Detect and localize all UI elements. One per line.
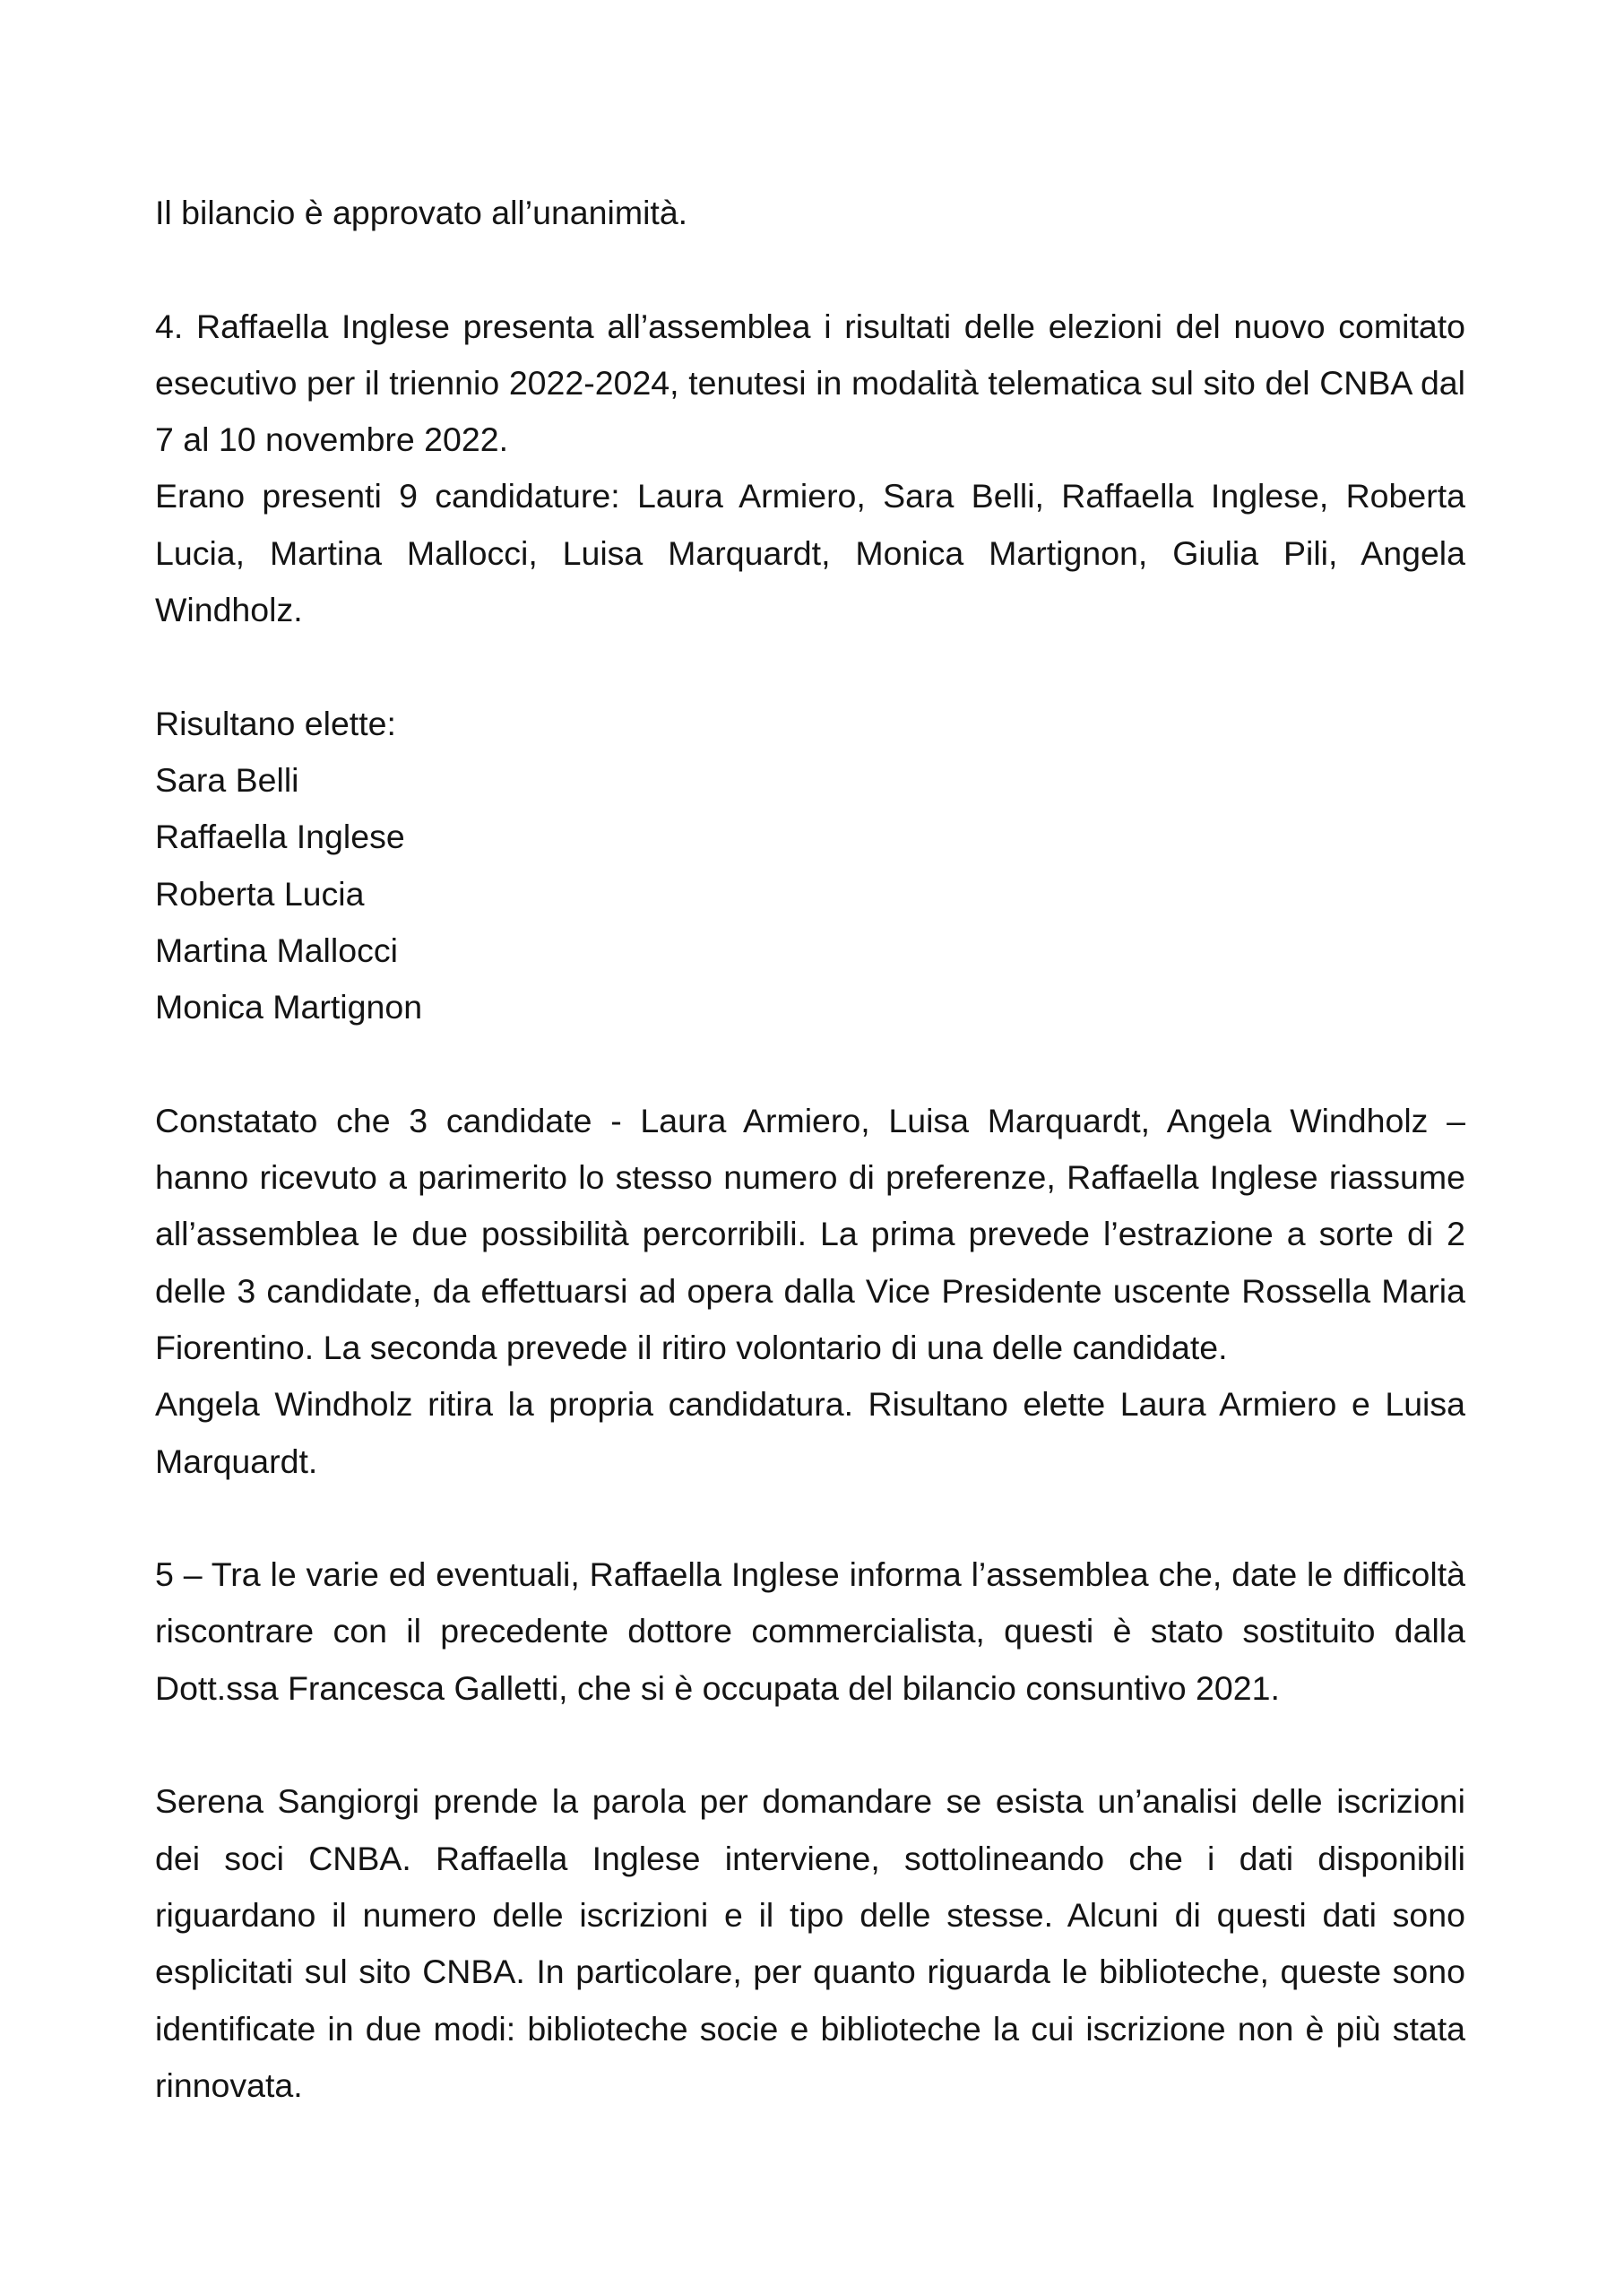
paragraph-spacer xyxy=(155,1717,1465,1773)
paragraph-spacer xyxy=(155,241,1465,298)
paragraph-spacer xyxy=(155,638,1465,695)
elected-name: Sara Belli xyxy=(155,760,299,799)
paragraph-withdrawal: Angela Windholz ritira la propria candidatura. Risultano elette Laura Armiero e Luisa Marquardt. xyxy=(155,1385,1465,1480)
paragraph-tie-candidates: Constatato che 3 candidate - Laura Armiero, Luisa Marquardt, Angela Windholz – hanno ricevuto a parimerito lo stesso numero di preferenze, Raffaella Inglese riassume all’assemblea le due possibilità percorribili. La prima prevede l’estrazione a sorte di 2 delle 3 candidate, da effettuarsi ad opera dalla Vice Presidente uscente Rossella Maria Fiorentino. La seconda prevede il ritiro volontario di una delle candidate. xyxy=(155,1101,1465,1366)
document-page xyxy=(155,185,1465,2114)
paragraph-item-5-varie: 5 – Tra le varie ed eventuali, Raffaella Inglese informa l’assemblea che, date le difficoltà riscontrare con il precedente dottore commercialista, questi è stato sostituito dalla Dott.ssa Francesca Galletti, che si è occupata del bilancio consuntivo 2021. xyxy=(155,1555,1465,1707)
paragraph-candidates-list: Erano presenti 9 candidature: Laura Armiero, Sara Belli, Raffaella Inglese, Roberta Lucia, Martina Mallocci, Luisa Marquardt, Monica Martignon, Giulia Pili, Angela Windholz. xyxy=(155,477,1465,629)
paragraph-sangiorgi-question: Serena Sangiorgi prende la parola per domandare se esista un’analisi delle iscrizioni dei soci CNBA. Raffaella Inglese interviene, sottolineando che i dati disponibili riguardano il numero delle iscrizioni e il tipo delle stesse. Alcuni di questi dati sono esplicitati sul sito CNBA. In particolare, per quanto riguarda le biblioteche, queste sono identificate in due modi: biblioteche socie e biblioteche la cui iscrizione non è più stata rinnovata. xyxy=(155,1782,1465,2104)
elected-name: Monica Martignon xyxy=(155,988,423,1026)
paragraph-spacer xyxy=(155,1490,1465,1546)
paragraph-bilancio-approvato: Il bilancio è approvato all’unanimità. xyxy=(155,194,688,231)
elected-list xyxy=(155,752,1465,1035)
elected-name: Martina Mallocci xyxy=(155,931,398,969)
elected-name: Roberta Lucia xyxy=(155,874,365,913)
elected-name: Raffaella Inglese xyxy=(155,818,405,856)
paragraph-spacer xyxy=(155,1035,1465,1092)
paragraph-item-4-elections: 4. Raffaella Inglese presenta all’assemblea i risultati delle elezioni del nuovo comitato esecutivo per il triennio 2022-2024, tenutesi in modalità telematica sul sito del CNBA dal 7 al 10 novembre 2022. xyxy=(155,307,1465,459)
elected-heading: Risultano elette: xyxy=(155,704,396,742)
